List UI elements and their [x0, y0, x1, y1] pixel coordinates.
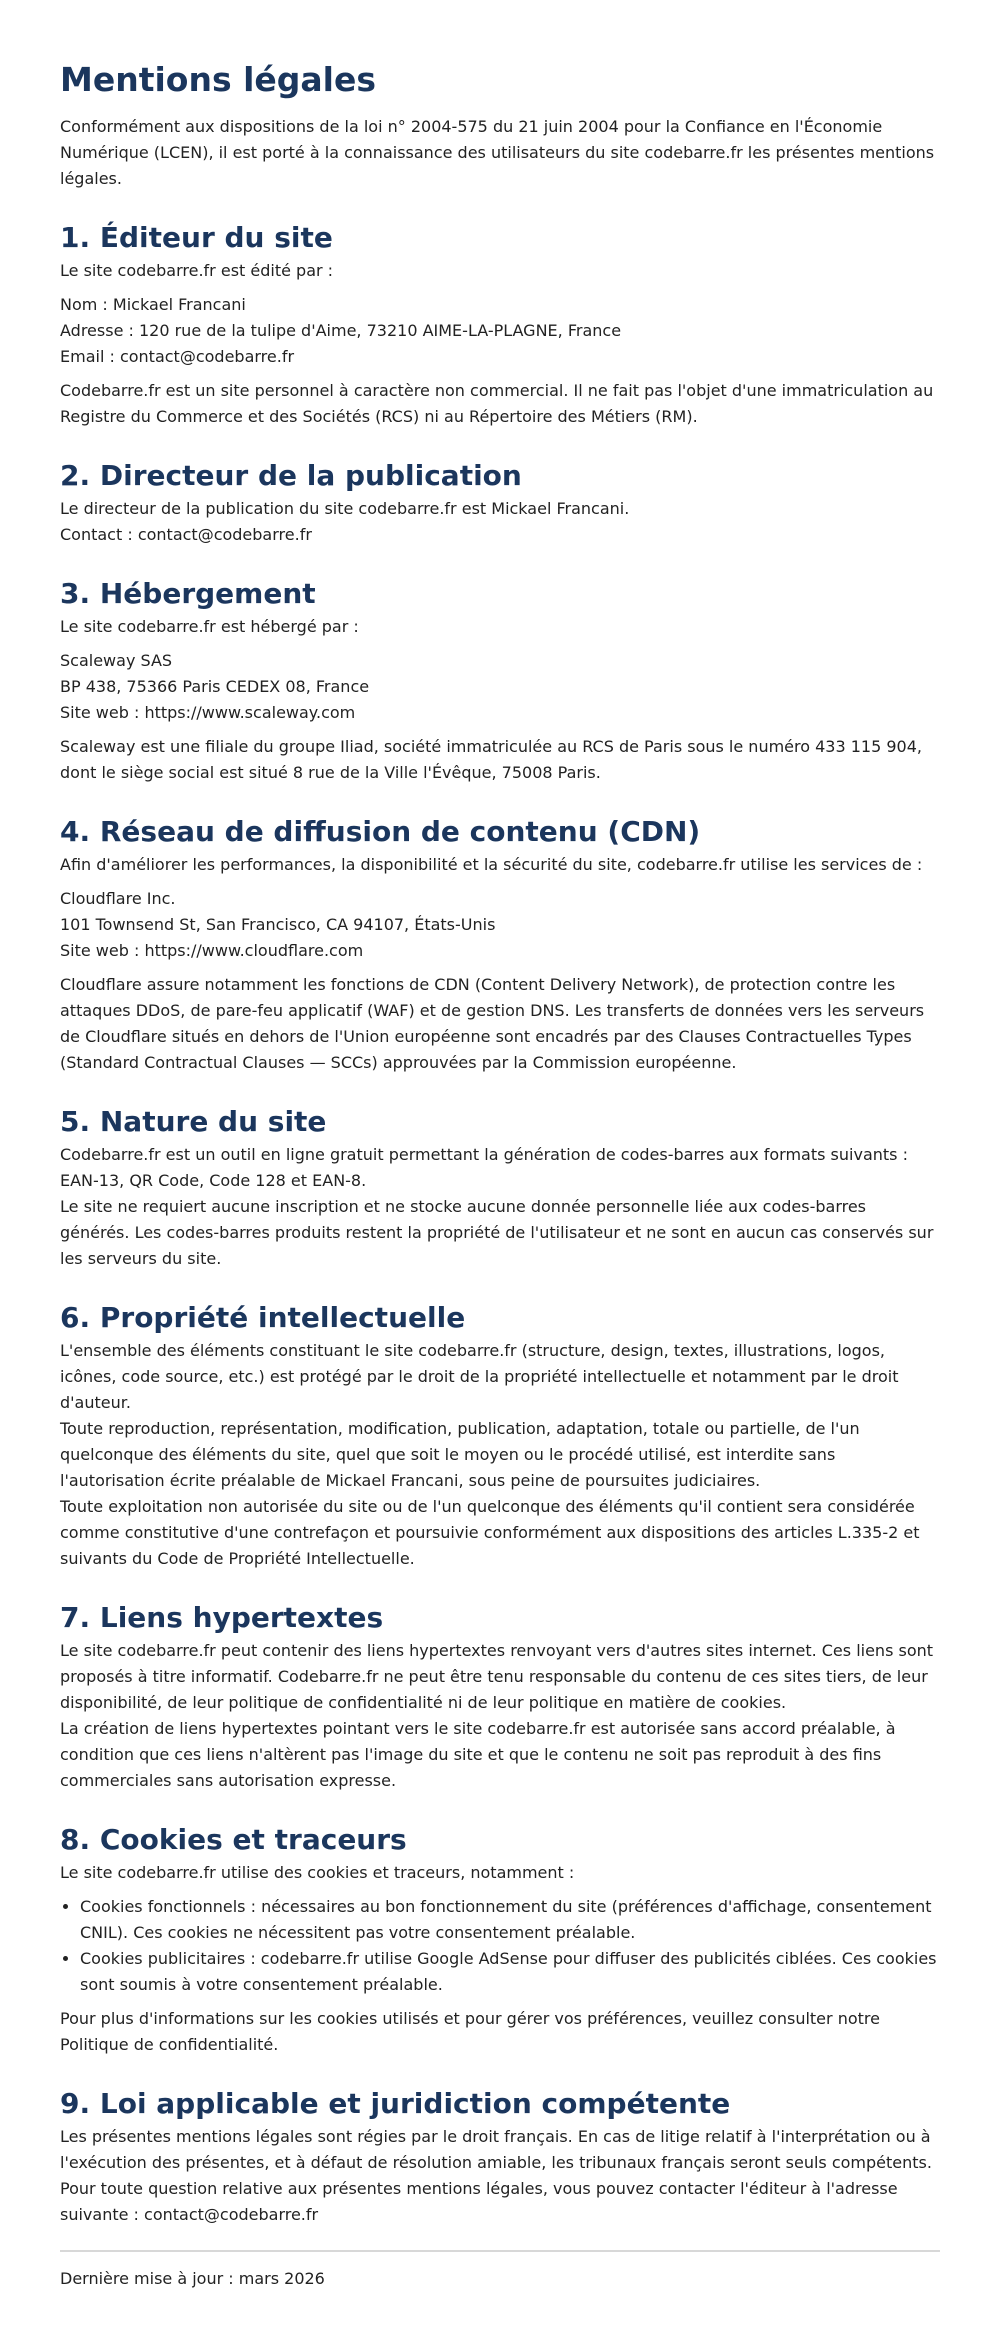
section-lead: Afin d'améliorer les performances, la disponibilité et la sécurité du site, codebarre.fr utilise les services de :	[60, 855, 923, 874]
body-line: Toute reproduction, représentation, modification, publication, adaptation, totale ou partielle, de l'un quelconque des éléments du site, quel que soit le moyen ou le procédé utilisé, est interdite sans l'autorisation écrite préalable de Mickael Francani, sous peine de poursuites judiciaires.	[60, 1419, 860, 1490]
director-text: Le directeur de la publication du site codebarre.fr est Mickael Francani.	[60, 499, 630, 518]
section-heading: 8. Cookies et traceurs	[60, 1823, 407, 1856]
body-line: Codebarre.fr est un outil en ligne gratuit permettant la génération de codes-barres aux formats suivants : EAN-13, QR Code, Code 128 et EAN-8.	[60, 1145, 908, 1190]
cdn-details	[60, 886, 940, 964]
body-line: Toute exploitation non autorisée du site ou de l'un quelconque des éléments qu'il contient sera considérée comme constitutive d'une contrefaçon et poursuivie conformément aux dispositions des articles L.335-2 et suivants du Code de Propriété Intellectuelle.	[60, 1497, 920, 1568]
section-loi	[60, 2086, 940, 2228]
body-line: Les présentes mentions légales sont régies par le droit français. En cas de litige relatif à l'interprétation ou à l'exécution des présentes, et à défaut de résolution amiable, les tribunaux français seront seuls compétents.	[60, 2127, 932, 2172]
section-heading: 4. Réseau de diffusion de contenu (CDN)	[60, 815, 701, 848]
section-lead: Le site codebarre.fr est édité par :	[60, 261, 334, 280]
section-heading: 5. Nature du site	[60, 1105, 327, 1138]
director-contact: Contact : contact@codebarre.fr	[60, 525, 312, 544]
body-line: Le site ne requiert aucune inscription et ne stocke aucune donnée personnelle liée aux codes-barres générés. Les codes-barres produits restent la propriété de l'utilisateur et ne sont en aucun cas conservés sur les serveurs du site.	[60, 1197, 934, 1268]
section-body	[60, 1638, 940, 1794]
section-propriete	[60, 1300, 940, 1572]
section-liens	[60, 1600, 940, 1794]
section-body	[60, 2124, 940, 2228]
section-note: Cloudflare assure notamment les fonctions de CDN (Content Delivery Network), de protection contre les attaques DDoS, de pare-feu applicatif (WAF) et de gestion DNS. Les transferts de données vers les serveurs de Cloudflare situés en dehors de l'Union européenne sont encadrés par des Clauses Contractuelles Types (Standard Contractual Clauses — SCCs) approuvées par la Commission européenne.	[60, 975, 925, 1072]
section-note: Pour plus d'informations sur les cookies utilisés et pour gérer vos préférences, veuillez consulter notre Politique de confidentialité.	[60, 2009, 880, 2054]
section-lead: Le site codebarre.fr utilise des cookies et traceurs, notamment :	[60, 1863, 575, 1882]
list-item: • Cookies fonctionnels : nécessaires au bon fonctionnement du site (préférences d'affichage, consentement CNIL). Ces cookies ne nécessitent pas votre consentement préalable.	[80, 1894, 940, 1946]
section-hebergement	[60, 576, 940, 786]
host-details	[60, 648, 940, 726]
editor-address: Adresse : 120 rue de la tulipe d'Aime, 73210 AIME-LA-PLAGNE, France	[60, 321, 622, 340]
section-heading: 7. Liens hypertextes	[60, 1601, 384, 1634]
section-heading: 2. Directeur de la publication	[60, 459, 522, 492]
body-line: L'ensemble des éléments constituant le site codebarre.fr (structure, design, textes, illustrations, logos, icônes, code source, etc.) est protégé par le droit de la propriété intellectuelle et notamment par le droit d'auteur.	[60, 1341, 899, 1412]
section-lead: Le site codebarre.fr est hébergé par :	[60, 617, 359, 636]
intro-text: Conformément aux dispositions de la loi n° 2004-575 du 21 juin 2004 pour la Confiance en l'Économie Numérique (LCEN), il est porté à la connaissance des utilisateurs du site codebarre.fr les présentes mentions légales.	[60, 117, 935, 188]
cdn-name: Cloudflare Inc.	[60, 889, 176, 908]
editor-name: Nom : Mickael Francani	[60, 295, 246, 314]
section-heading: 6. Propriété intellectuelle	[60, 1301, 466, 1334]
last-updated: Dernière mise à jour : mars 2026	[60, 2269, 325, 2288]
section-directeur	[60, 458, 940, 548]
section-heading: 9. Loi applicable et juridiction compétente	[60, 2087, 731, 2120]
cookie-list	[60, 1894, 940, 1998]
cdn-website: Site web : https://www.cloudflare.com	[60, 941, 364, 960]
section-editeur	[60, 220, 940, 430]
section-heading: 3. Hébergement	[60, 577, 316, 610]
host-address: BP 438, 75366 Paris CEDEX 08, France	[60, 677, 370, 696]
list-item: • Cookies publicitaires : codebarre.fr utilise Google AdSense pour diffuser des publicités ciblées. Ces cookies sont soumis à votre consentement préalable.	[80, 1946, 940, 1998]
director-details	[60, 496, 940, 548]
section-body	[60, 1142, 940, 1272]
cdn-address: 101 Townsend St, San Francisco, CA 94107, États-Unis	[60, 915, 496, 934]
section-cdn	[60, 814, 940, 1076]
body-line: La création de liens hypertextes pointant vers le site codebarre.fr est autorisée sans accord préalable, à condition que ces liens n'altèrent pas l'image du site et que le contenu ne soit pas reproduit à des fins commerciales sans autorisation expresse.	[60, 1719, 896, 1790]
section-note: Codebarre.fr est un site personnel à caractère non commercial. Il ne fait pas l'objet d'une immatriculation au Registre du Commerce et des Sociétés (RCS) ni au Répertoire des Métiers (RM).	[60, 381, 934, 426]
page-title: Mentions légales	[60, 60, 377, 99]
host-website: Site web : https://www.scaleway.com	[60, 703, 356, 722]
editor-details	[60, 292, 940, 370]
editor-email: Email : contact@codebarre.fr	[60, 347, 295, 366]
host-name: Scaleway SAS	[60, 651, 173, 670]
body-line: Pour toute question relative aux présentes mentions légales, vous pouvez contacter l'éditeur à l'adresse suivante : contact@codebarre.fr	[60, 2179, 898, 2224]
section-cookies	[60, 1822, 940, 2058]
section-heading: 1. Éditeur du site	[60, 221, 333, 254]
body-line: Le site codebarre.fr peut contenir des liens hypertextes renvoyant vers d'autres sites internet. Ces liens sont proposés à titre informatif. Codebarre.fr ne peut être tenu responsable du contenu de ces sites tiers, de leur disponibilité, de leur politique de confidentialité ni de leur politique en matière de cookies.	[60, 1641, 934, 1712]
section-nature	[60, 1104, 940, 1272]
section-body	[60, 1338, 940, 1572]
footer-divider	[60, 2250, 940, 2252]
section-note: Scaleway est une filiale du groupe Iliad, société immatriculée au RCS de Paris sous le numéro 433 115 904, dont le siège social est situé 8 rue de la Ville l'Évêque, 75008 Paris.	[60, 737, 922, 782]
